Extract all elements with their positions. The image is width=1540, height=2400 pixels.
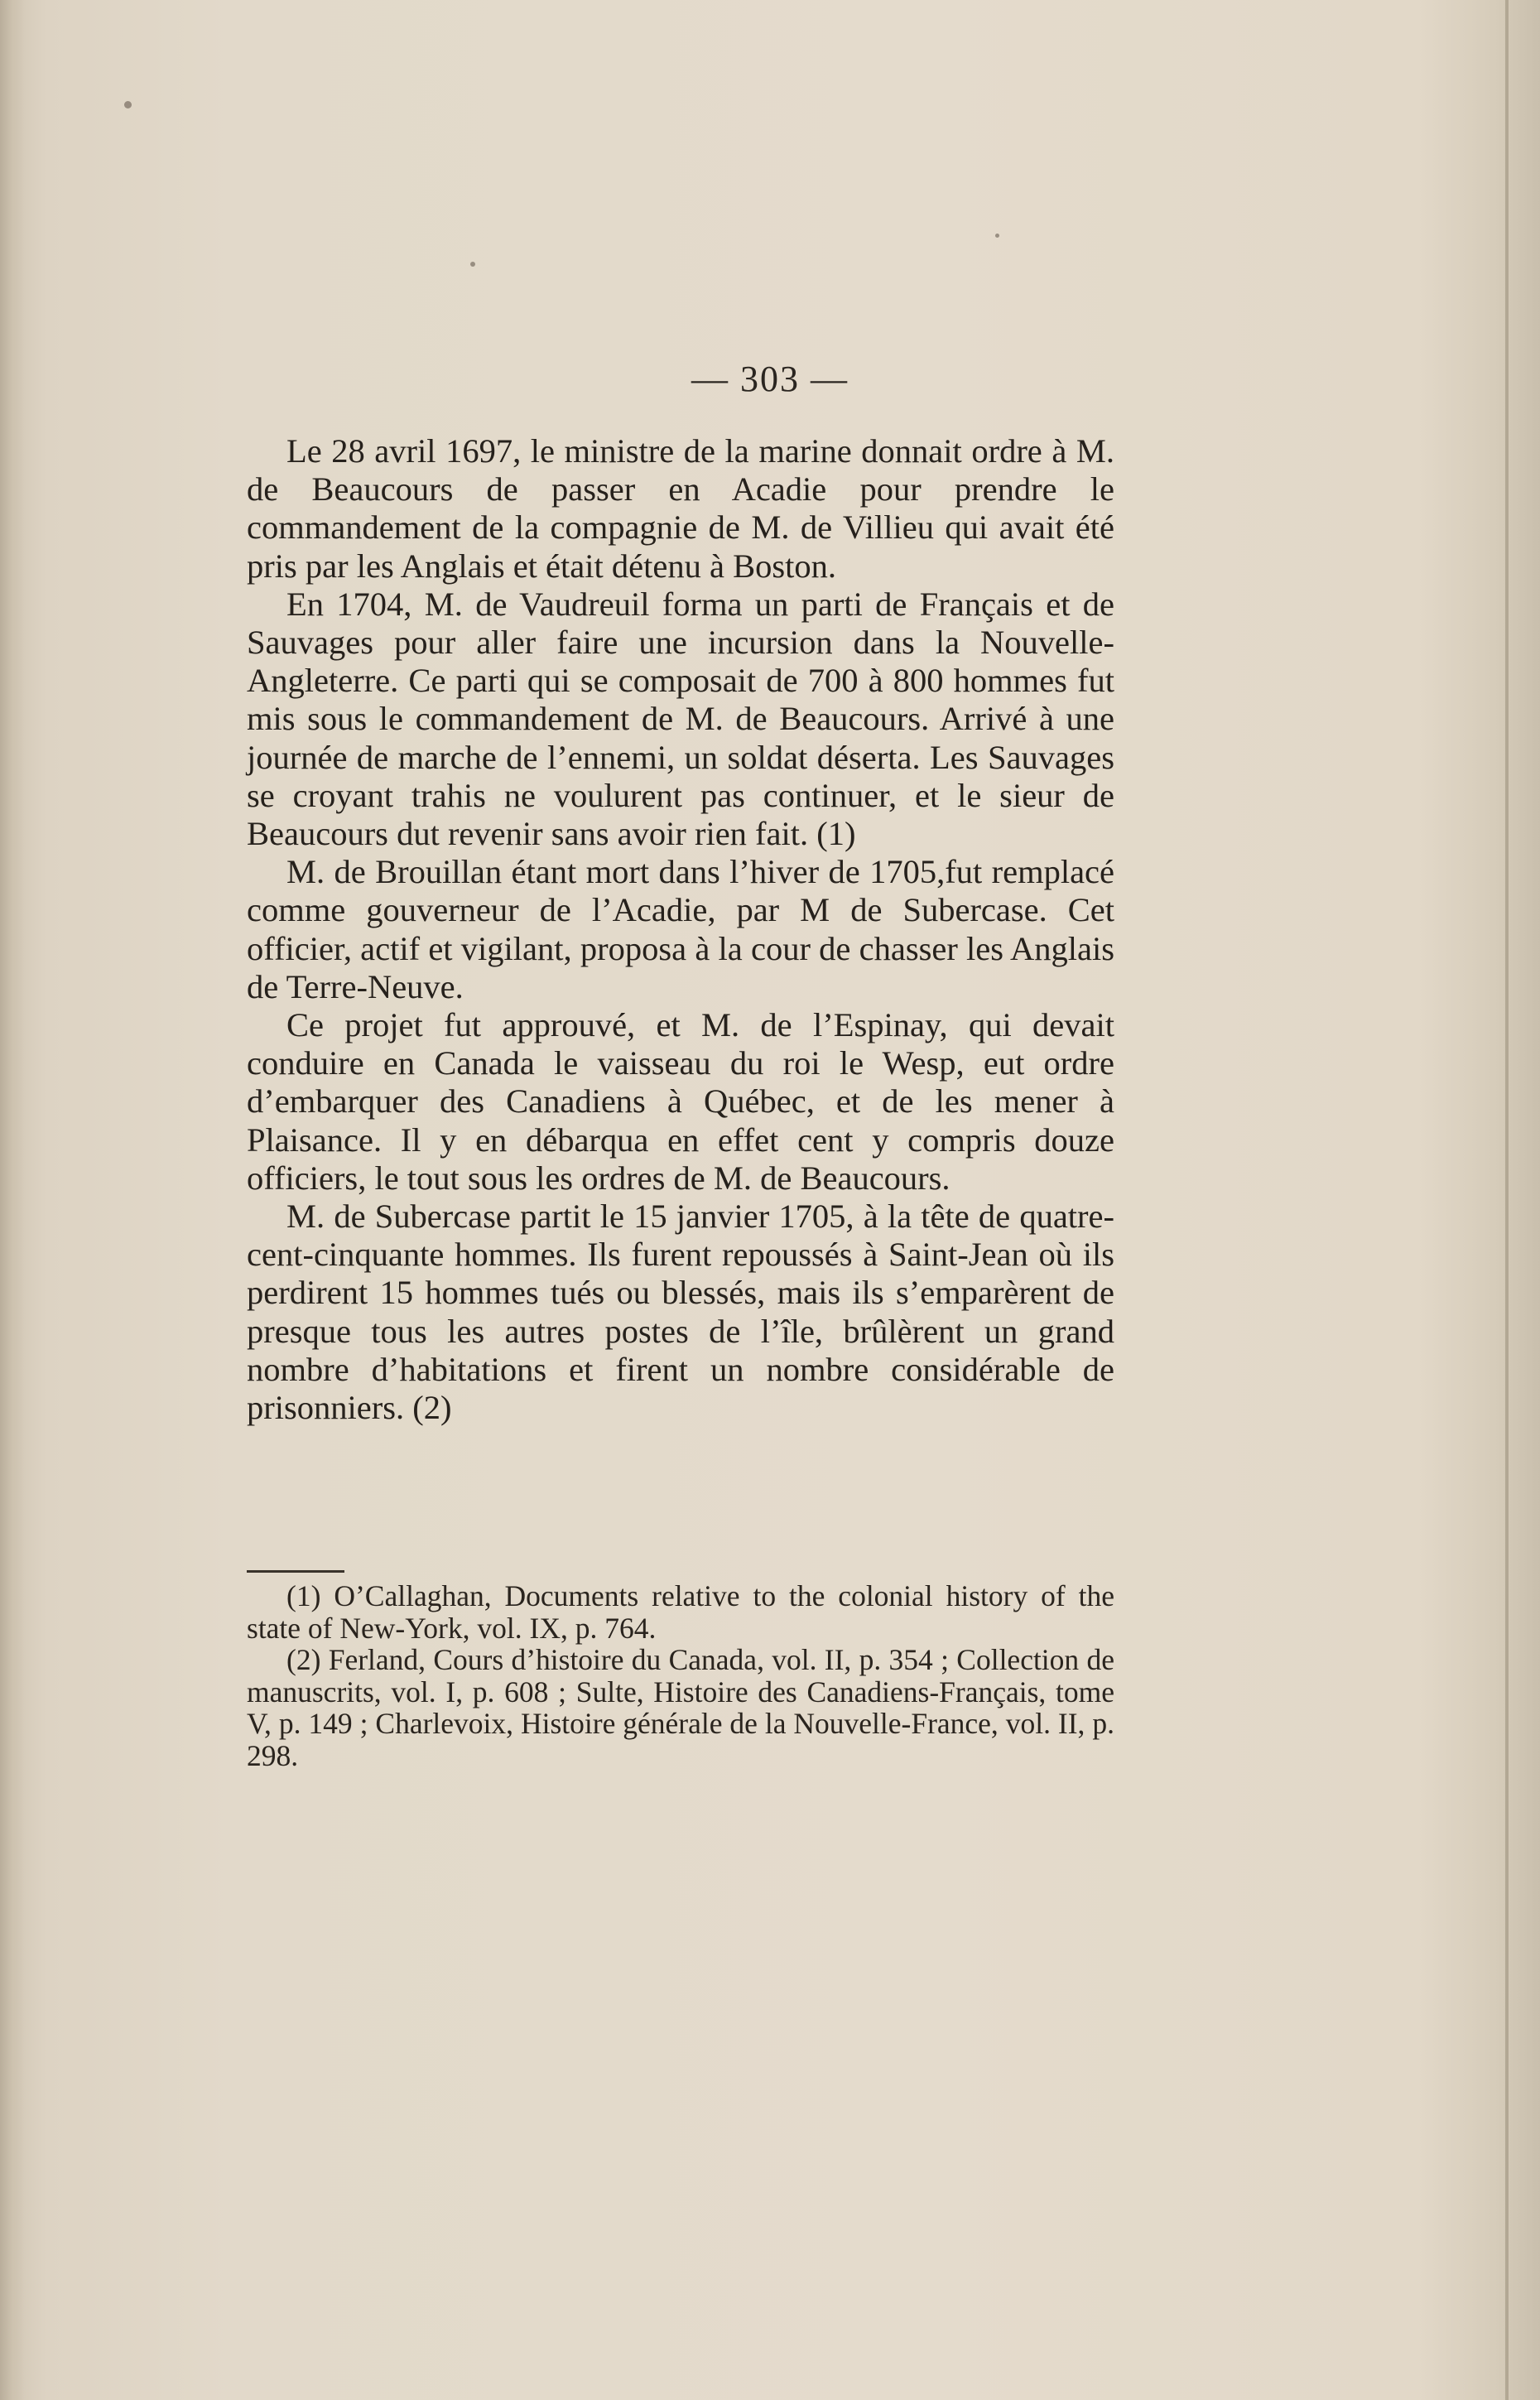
- footnote: (1) O’Callaghan, Documents relative to the colonial history of the state of New-York, vol. IX, p. 764.: [247, 1579, 1114, 1645]
- paper-speck: [995, 234, 999, 238]
- footnote: (2) Ferland, Cours d’histoire du Canada, vol. II, p. 354 ; Collection de manuscrits, vol. I, p. 608 ; Sulte, Histoire des Canadiens-Français, tome V, p. 149 ; Charlevoix, Histoire générale de la Nouvelle-France, vol. II, p. 298.: [247, 1643, 1114, 1772]
- paragraph: M. de Brouillan étant mort dans l’hiver de 1705,fut remplacé comme gouverneur de l’Acadie, par M de Subercase. Cet officier, actif et vigilant, proposa à la cour de chasser les Anglais de Terre-Neuve.: [247, 853, 1114, 1005]
- paragraph: Le 28 avril 1697, le ministre de la marine donnait ordre à M. de Beaucours de passer en Acadie pour prendre le commandement de la compagnie de M. de Villieu qui avait été pris par les Anglais et était détenu à Boston.: [247, 432, 1114, 585]
- footnotes: [247, 1580, 1114, 1771]
- paper-speck: [470, 262, 475, 267]
- paragraph: M. de Subercase partit le 15 janvier 1705, à la tête de quatre-cent-cinquante hommes. Ils furent repoussés à Saint-Jean où ils perdirent 15 hommes tués ou blessés, mais ils s’emparèrent de presque tous les autres postes de l’île, brûlèrent un grand nombre d’habitations et firent un nombre considérable de prisonniers. (2): [247, 1198, 1114, 1427]
- page-number: — 303 —: [691, 359, 849, 399]
- main-text: [247, 432, 1114, 1427]
- paper-speck: [124, 101, 132, 108]
- paragraph: En 1704, M. de Vaudreuil forma un parti de Français et de Sauvages pour aller faire une incursion dans la Nouvelle-Angleterre. Ce parti qui se composait de 700 à 800 hommes fut mis sous le commandement de M. de Beaucours. Arrivé à une journée de marche de l’ennemi, un soldat déserta. Les Sauvages se croyant trahis ne voulurent pas continuer, et le sieur de Beaucours dut revenir sans avoir rien fait. (1): [247, 585, 1114, 853]
- footnote-divider: [247, 1570, 344, 1573]
- paragraph: Ce projet fut approuvé, et M. de l’Espinay, qui devait conduire en Canada le vaisseau du roi le Wesp, eut ordre d’embarquer des Canadiens à Québec, et de les mener à Plaisance. Il y en débarqua en effet cent y compris douze officiers, le tout sous les ordres de M. de Beaucours.: [247, 1006, 1114, 1197]
